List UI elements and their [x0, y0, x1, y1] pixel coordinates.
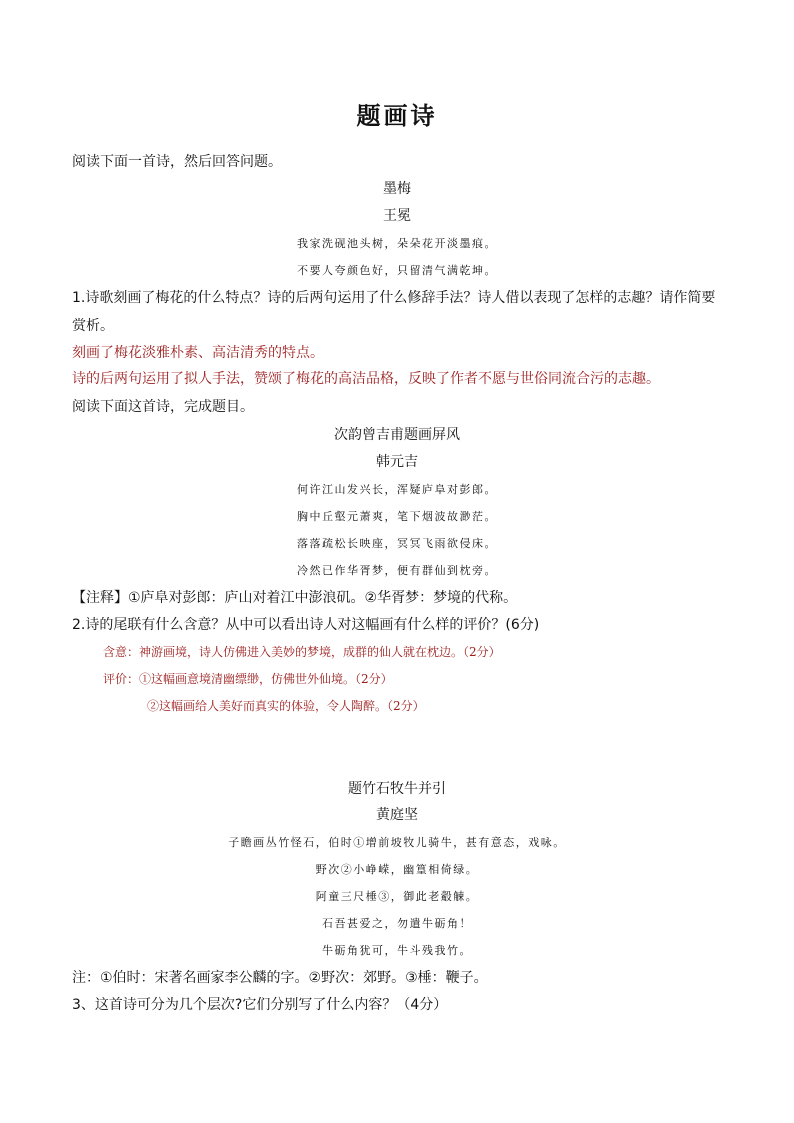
- poem3-preface: 子瞻画丛竹怪石，伯时①增前坡牧儿骑牛，甚有意态，戏咏。: [228, 836, 566, 849]
- page-title: 题画诗: [356, 101, 438, 130]
- section1-intro: 阅读下面一首诗，然后回答问题。: [72, 154, 282, 170]
- poem2-line: 何许江山发兴长，浑疑庐阜对彭郎。: [297, 483, 497, 496]
- answer2-meaning: 含意：神游画境，诗人仿佛进入美妙的梦境，成群的仙人就在枕边。（2分）: [103, 645, 501, 659]
- poem2-title: 次韵曾吉甫题画屏风: [334, 427, 460, 443]
- question1-line1: 1.诗歌刻画了梅花的什么特点？诗的后两句运用了什么修辞手法？诗人借以表现了怎样的志趣？请作简要: [72, 290, 716, 306]
- poem2-note: 【注释】①庐阜对彭郎：庐山对着江中澎浪矶。②华胥梦：梦境的代称。: [72, 590, 518, 606]
- poem1-title: 墨梅: [383, 181, 411, 197]
- poem2-line: 冷然已作华胥梦，便有群仙到枕旁。: [297, 564, 497, 577]
- question3: 3、这首诗可分为几个层次?它们分别写了什么内容？（4分）: [72, 997, 448, 1013]
- answer2-evaluation-1: 评价：①这幅画意境清幽缥缈，仿佛世外仙境。（2分）: [103, 672, 393, 686]
- poem1-line: 我家洗砚池头树，朵朵花开淡墨痕。: [297, 237, 497, 250]
- poem2-author: 韩元吉: [376, 454, 418, 470]
- section2-intro: 阅读下面这首诗，完成题目。: [72, 399, 254, 415]
- question2: 2.诗的尾联有什么含意？从中可以看出诗人对这幅画有什么样的评价？(6分): [72, 617, 540, 633]
- answer1-line2: 诗的后两句运用了拟人手法，赞颂了梅花的高洁品格，反映了作者不愿与世俗同流合污的志趣。: [72, 371, 660, 387]
- poem3-author: 黄庭坚: [376, 807, 418, 823]
- poem1-line: 不要人夸颜色好，只留清气满乾坤。: [297, 264, 497, 277]
- poem3-line: 野次②小峥嵘，幽篁相倚绿。: [315, 863, 479, 876]
- poem3-line: 阿童三尺棰③，御此老觳觫。: [315, 890, 479, 903]
- poem3-line: 石吾甚爱之，勿遣牛砺角！: [322, 917, 472, 930]
- poem2-line: 落落疏松长映座，冥冥飞雨欲侵床。: [297, 537, 497, 550]
- poem3-note: 注：①伯时：宋著名画家李公麟的字。②野次：郊野。③棰：鞭子。: [72, 970, 488, 986]
- answer2-evaluation-2: ②这幅画给人美好而真实的体验，令人陶醉。（2分）: [147, 699, 425, 713]
- poem3-line: 牛砺角犹可，牛斗残我竹。: [322, 944, 472, 957]
- poem2-line: 胸中丘壑元萧爽，笔下烟波故渺茫。: [297, 510, 497, 523]
- poem1-author: 王冕: [383, 208, 411, 224]
- poem3-title: 题竹石牧牛并引: [348, 781, 446, 797]
- question1-line2: 赏析。: [72, 318, 114, 334]
- answer1-line1: 刻画了梅花淡雅朴素、高洁清秀的特点。: [72, 345, 324, 361]
